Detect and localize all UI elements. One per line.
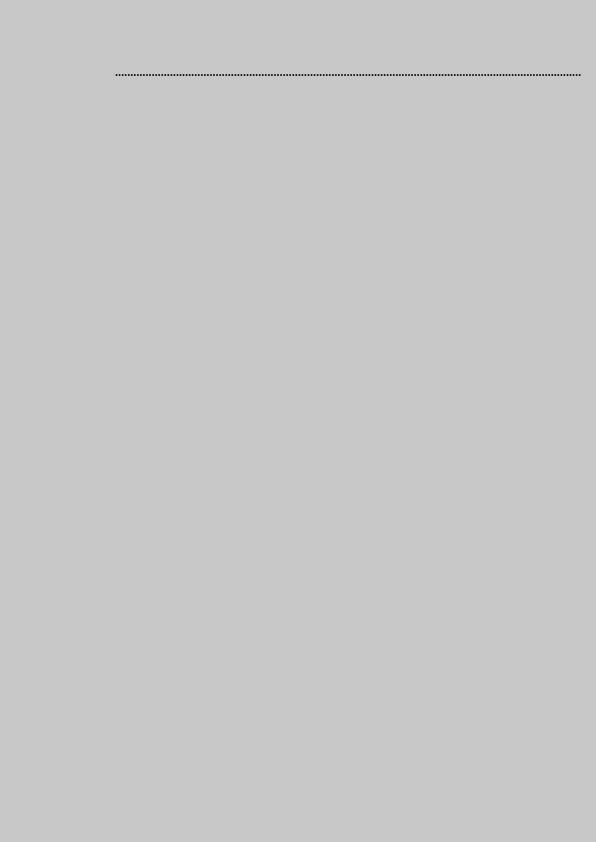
list-item-a: [128, 414, 154, 429]
toc-entry-references[interactable]: [115, 62, 581, 82]
table-of-contents: [115, 56, 581, 82]
